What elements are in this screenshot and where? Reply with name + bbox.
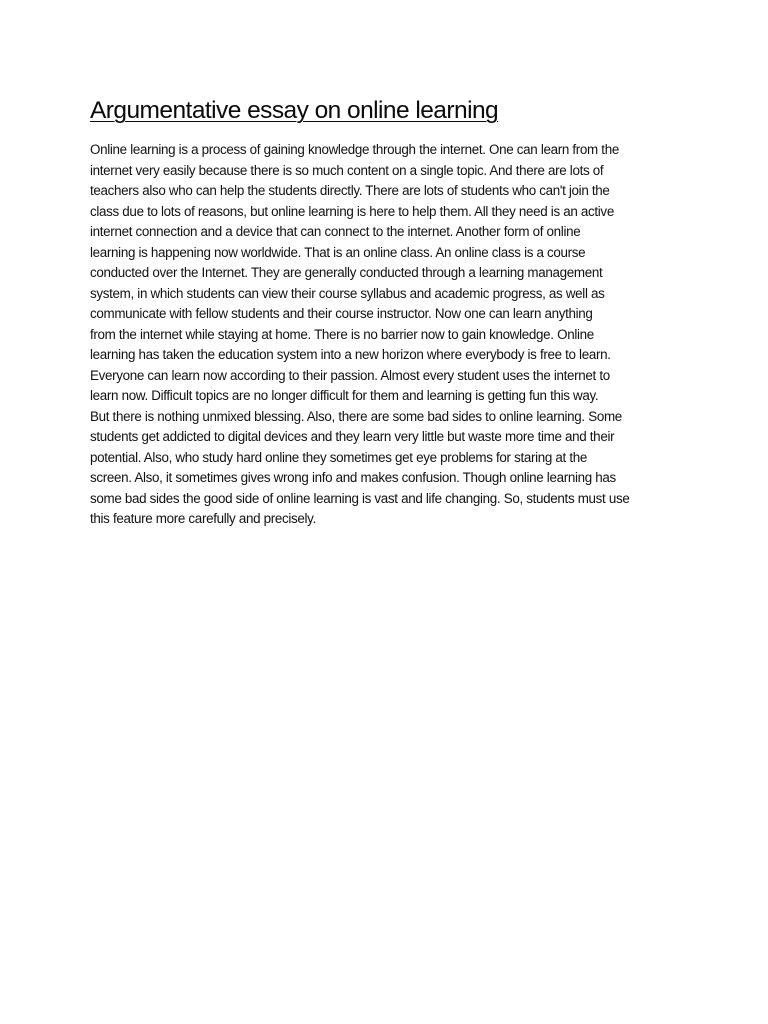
body-line: from the internet while staying at home. There is no barrier now to gain knowledge. Online	[90, 326, 594, 342]
body-line: students get addicted to digital devices and they learn very little but waste more time and their	[90, 429, 615, 444]
body-line: learning is happening now worldwide. That is an online class. An online class is a course	[90, 244, 586, 260]
body-line: learn now. Difficult topics are no longer difficult for them and learning is getting fun this way.	[90, 388, 599, 403]
body-line: internet very easily because there is so much content on a single topic. And there are lots of	[90, 162, 604, 178]
body-line: screen. Also, it sometimes gives wrong info and makes confusion. Though online learning has	[90, 470, 616, 485]
body-line: Everyone can learn now according to their passion. Almost every student uses the internet to	[90, 367, 610, 383]
body-line: potential. Also, who study hard online they sometimes get eye problems for staring at the	[90, 449, 588, 465]
body-line: learning has taken the education system into a new horizon where everybody is free to learn.	[90, 347, 611, 362]
body-line: some bad sides the good side of online learning is vast and life changing. So, students must use	[90, 490, 630, 506]
body-line: But there is nothing unmixed blessing. Also, there are some bad sides to online learning. Some	[90, 408, 622, 424]
body-line: system, in which students can view their course syllabus and academic progress, as well as	[90, 285, 605, 301]
body-line: class due to lots of reasons, but online learning is here to help them. All they need is an active	[90, 203, 614, 219]
document-body	[90, 140, 690, 530]
body-line: teachers also who can help the students directly. There are lots of students who can't join the	[90, 183, 610, 198]
body-line: Online learning is a process of gaining knowledge through the internet. One can learn from the	[90, 142, 619, 157]
body-line: internet connection and a device that can connect to the internet. Another form of online	[90, 224, 581, 239]
body-line: this feature more carefully and precisely.	[90, 511, 316, 526]
document-title: Argumentative essay on online learning	[90, 97, 499, 124]
body-line: conducted over the Internet. They are generally conducted through a learning management	[90, 265, 603, 280]
body-line: communicate with fellow students and their course instructor. Now one can learn anything	[90, 306, 593, 321]
